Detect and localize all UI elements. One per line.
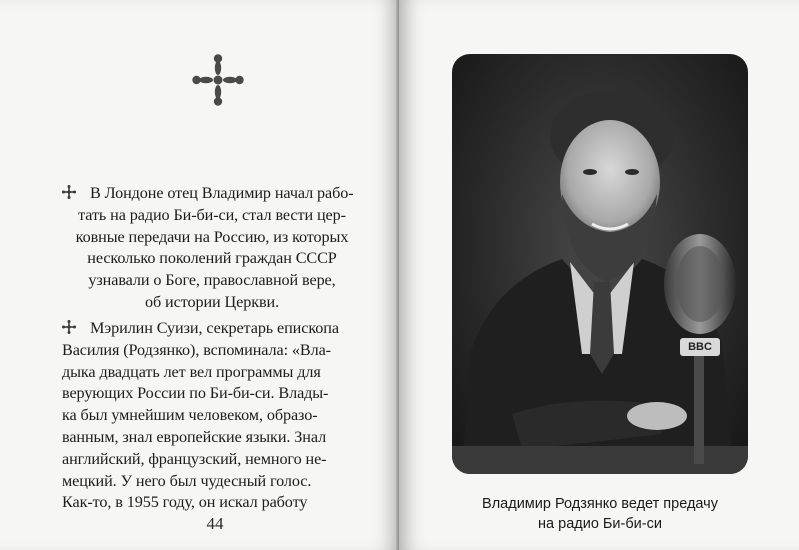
text-line: Как-то, в 1955 году, он искал работу (62, 493, 308, 512)
paragraph-marilyn (62, 318, 362, 514)
text-line: Мэрилин Суизи, секретарь епископа (90, 319, 339, 337)
left-page (0, 0, 399, 550)
text-line: верующих России по Би-би-си. Влады- (62, 384, 329, 403)
text-line: ковные передачи на Россию, из которых (75, 227, 349, 246)
text-line: английский, французский, немного не- (62, 449, 327, 468)
text-line: тать на радио Би-би-си, стал вести цер- (78, 205, 346, 224)
cross-ornament-icon (192, 54, 244, 106)
text-line: несколько поколений граждан СССР (87, 249, 337, 268)
cross-bullet-icon (62, 185, 76, 199)
portrait-photo (452, 54, 748, 474)
text-line: мецкий. У него был чудесный голос. (62, 471, 312, 490)
text-line: ванным, знал европейские языки. Знал (62, 427, 327, 446)
text-line: В Лондоне отец Владимир начал рабо- (90, 184, 354, 202)
caption-line: Владимир Родзянко ведет предачу (482, 496, 718, 512)
text-line: об истории Церкви. (144, 292, 280, 311)
text-line: узнавали о Боге, православной вере, (88, 271, 336, 290)
paragraph-london (62, 183, 362, 314)
page-number: 44 (206, 514, 224, 533)
photo-caption (452, 494, 748, 534)
text-line: дыка двадцать лет вел программы для (62, 362, 321, 381)
text-line: Василия (Родзянко), вспоминала: «Вла- (62, 340, 331, 359)
portrait-photo-drawing (452, 54, 748, 474)
text-line: ка был умнейшим человеком, образо- (62, 406, 318, 425)
caption-line: на радио Би-би-си (538, 516, 662, 532)
cross-bullet-icon (62, 320, 76, 334)
microphone-badge: BBC (688, 341, 712, 353)
